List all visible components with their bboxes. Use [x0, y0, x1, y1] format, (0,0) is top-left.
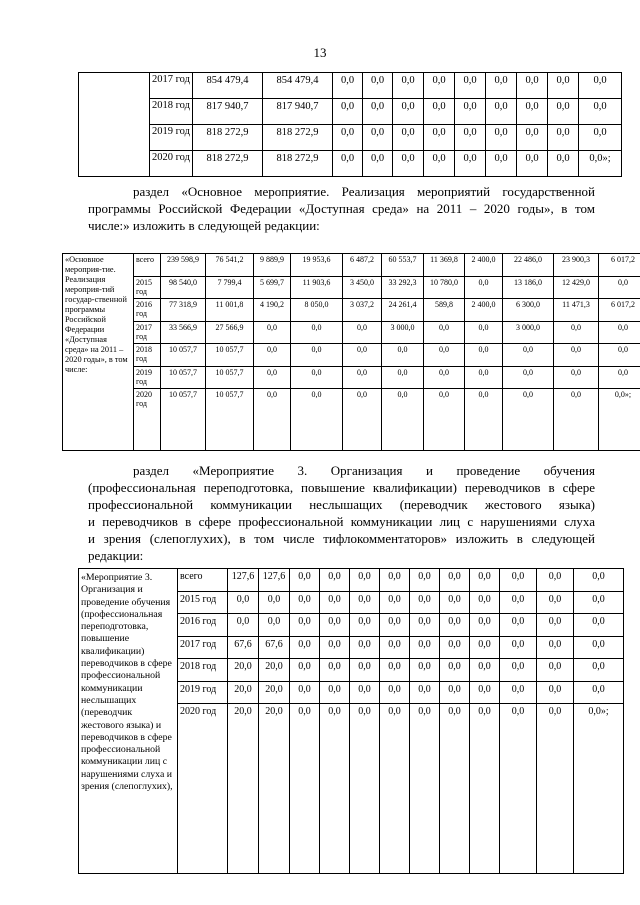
value-cell: 10 057,7	[206, 344, 254, 367]
year-cell: 2018 год	[134, 344, 161, 367]
value-cell: 12 429,0	[554, 276, 599, 299]
value-cell: 0,0	[537, 614, 574, 637]
value-cell: 0,0»;	[599, 389, 640, 451]
table-row	[63, 389, 640, 451]
value-cell: 0,0	[320, 681, 350, 704]
value-cell: 3 000,0	[382, 321, 424, 344]
value-cell: 0,0	[382, 366, 424, 389]
value-cell: 10 057,7	[161, 389, 206, 451]
value-cell: 0,0	[537, 636, 574, 659]
year-cell: всего	[134, 254, 161, 277]
value-cell: 0,0	[500, 591, 537, 614]
table-row	[79, 151, 622, 177]
value-cell: 0,0	[290, 569, 320, 592]
value-cell: 0,0	[380, 614, 410, 637]
value-cell: 0,0	[254, 389, 291, 451]
value-cell: 0,0	[537, 591, 574, 614]
value-cell: 0,0	[350, 659, 380, 682]
amendment-paragraph-1	[88, 183, 595, 234]
value-cell: 0,0	[554, 366, 599, 389]
value-cell: 0,0	[350, 704, 380, 874]
year-cell: 2019 год	[134, 366, 161, 389]
value-cell: 0,0	[470, 569, 500, 592]
value-cell: 10 057,7	[161, 366, 206, 389]
value-cell: 0,0	[470, 591, 500, 614]
paragraph-line: профессиональной коммуникации неслышащих (переводчик жестового языка)	[88, 497, 595, 512]
table-row	[63, 366, 640, 389]
value-cell: 0,0	[320, 636, 350, 659]
value-cell: 6 017,2	[599, 299, 640, 322]
value-cell: 60 553,7	[382, 254, 424, 277]
value-cell: 7 799,4	[206, 276, 254, 299]
value-cell: 854 479,4	[193, 73, 263, 99]
value-cell: 2 400,0	[465, 254, 503, 277]
value-cell: 0,0	[537, 704, 574, 874]
value-cell: 0,0	[290, 614, 320, 637]
year-cell: 2016 год	[178, 614, 228, 637]
year-cell: 2017 год	[134, 321, 161, 344]
value-cell: 0,0	[554, 321, 599, 344]
value-cell: 0,0	[440, 614, 470, 637]
value-cell: 2 400,0	[465, 299, 503, 322]
value-cell: 0,0	[380, 569, 410, 592]
value-cell: 0,0	[363, 99, 393, 125]
value-cell: 0,0»;	[574, 704, 624, 874]
value-cell: 127,6	[228, 569, 259, 592]
value-cell: 0,0	[537, 569, 574, 592]
table-row	[63, 344, 640, 367]
paragraph-line: программы Российской Федерации «Доступная среда» на 2011 – 2020 годы», в том	[88, 201, 595, 216]
value-cell: 0,0	[254, 344, 291, 367]
value-cell: 0,0	[574, 636, 624, 659]
value-cell: 3 000,0	[503, 321, 554, 344]
value-cell: 0,0	[424, 99, 455, 125]
value-cell: 0,0	[517, 99, 548, 125]
value-cell: 0,0	[424, 344, 465, 367]
year-cell: 2020 год	[150, 151, 193, 177]
value-cell: 817 940,7	[263, 99, 333, 125]
value-cell: 0,0	[350, 636, 380, 659]
value-cell: 0,0	[410, 614, 440, 637]
value-cell: 127,6	[259, 569, 290, 592]
value-cell: 0,0	[410, 659, 440, 682]
value-cell: 10 780,0	[424, 276, 465, 299]
value-cell: 20,0	[259, 659, 290, 682]
value-cell: 239 598,9	[161, 254, 206, 277]
value-cell: 818 272,9	[193, 151, 263, 177]
activity-label-cell: «Мероприятие 3. Организация и проведение обучения (профессиональная переподготовка, повышение квалификации) переводчиков в сфере профессиональной коммуникации неслышащих (переводчик жестового языка) и переводчиков в сфере профессиональной коммуникации лиц с нарушениями слуха и зрения (слепоглухих),	[79, 569, 178, 874]
value-cell: 0,0	[393, 151, 424, 177]
value-cell: 67,6	[228, 636, 259, 659]
value-cell: 0,0	[440, 681, 470, 704]
value-cell: 0,0	[259, 591, 290, 614]
value-cell: 0,0	[440, 569, 470, 592]
value-cell: 0,0	[465, 344, 503, 367]
value-cell: 0,0	[500, 681, 537, 704]
value-cell: 20,0	[228, 704, 259, 874]
value-cell: 0,0	[465, 276, 503, 299]
value-cell: 0,0	[320, 591, 350, 614]
value-cell: 0,0	[333, 151, 363, 177]
value-cell: 0,0	[382, 344, 424, 367]
value-cell: 13 186,0	[503, 276, 554, 299]
value-cell: 0,0	[500, 704, 537, 874]
value-cell: 589,8	[424, 299, 465, 322]
value-cell: 0,0	[290, 591, 320, 614]
value-cell: 20,0	[228, 681, 259, 704]
value-cell: 0,0	[380, 636, 410, 659]
value-cell: 0,0	[554, 389, 599, 451]
value-cell: 0,0	[579, 99, 622, 125]
value-cell: 0,0	[517, 73, 548, 99]
value-cell: 22 486,0	[503, 254, 554, 277]
value-cell: 0,0	[363, 125, 393, 151]
value-cell: 0,0	[333, 73, 363, 99]
value-cell: 33 566,9	[161, 321, 206, 344]
value-cell: 0,0	[320, 569, 350, 592]
value-cell: 0,0	[333, 125, 363, 151]
value-cell: 0,0	[290, 659, 320, 682]
value-cell: 0,0	[291, 344, 343, 367]
value-cell: 0,0	[517, 151, 548, 177]
empty-label-cell	[79, 73, 150, 177]
value-cell: 0,0	[574, 681, 624, 704]
table-row	[63, 321, 640, 344]
main-activity-table	[62, 253, 640, 451]
value-cell: 0,0	[465, 321, 503, 344]
value-cell: 6 487,2	[343, 254, 382, 277]
activity-label-cell: «Основное мероприя-тие. Реализация мероприя-тий государ-ственной программы Российской Федерации «Доступная среда» на 2011 – 2020 годы», в том числе:	[63, 254, 134, 451]
value-cell: 0,0	[579, 73, 622, 99]
value-cell: 0,0	[455, 125, 486, 151]
value-cell: 0,0	[599, 366, 640, 389]
value-cell: 0,0	[470, 659, 500, 682]
value-cell: 0,0	[440, 704, 470, 874]
table-row	[63, 299, 640, 322]
value-cell: 818 272,9	[193, 125, 263, 151]
value-cell: 0,0	[500, 659, 537, 682]
value-cell: 19 953,6	[291, 254, 343, 277]
value-cell: 0,0	[503, 366, 554, 389]
value-cell: 0,0	[440, 659, 470, 682]
year-cell: 2020 год	[178, 704, 228, 874]
value-cell: 0,0	[410, 569, 440, 592]
year-cell: 2015 год	[134, 276, 161, 299]
value-cell: 0,0	[440, 591, 470, 614]
value-cell: 23 900,3	[554, 254, 599, 277]
value-cell: 0,0	[410, 681, 440, 704]
value-cell: 818 272,9	[263, 151, 333, 177]
value-cell: 0,0	[343, 344, 382, 367]
value-cell: 0,0	[574, 569, 624, 592]
value-cell: 0,0	[465, 389, 503, 451]
value-cell: 0,0	[254, 366, 291, 389]
value-cell: 0,0	[500, 636, 537, 659]
value-cell: 0,0	[343, 366, 382, 389]
value-cell: 0,0	[517, 125, 548, 151]
value-cell: 6 017,2	[599, 254, 640, 277]
value-cell: 0,0	[382, 389, 424, 451]
value-cell: 0,0	[380, 704, 410, 874]
value-cell: 0,0»;	[579, 151, 622, 177]
value-cell: 0,0	[350, 681, 380, 704]
paragraph-line: раздел «Мероприятие 3. Организация и проведение обучения	[133, 463, 595, 478]
table-row	[79, 99, 622, 125]
table-row	[63, 276, 640, 299]
value-cell: 0,0	[393, 125, 424, 151]
value-cell: 27 566,9	[206, 321, 254, 344]
value-cell: 0,0	[228, 614, 259, 637]
value-cell: 0,0	[503, 344, 554, 367]
value-cell: 0,0	[574, 591, 624, 614]
value-cell: 0,0	[599, 344, 640, 367]
value-cell: 4 190,2	[254, 299, 291, 322]
year-cell: 2016 год	[134, 299, 161, 322]
value-cell: 0,0	[503, 389, 554, 451]
value-cell: 24 261,4	[382, 299, 424, 322]
table-row	[63, 254, 640, 277]
value-cell: 67,6	[259, 636, 290, 659]
value-cell: 20,0	[228, 659, 259, 682]
value-cell: 20,0	[259, 704, 290, 874]
year-cell: 2018 год	[178, 659, 228, 682]
value-cell: 0,0	[599, 321, 640, 344]
paragraph-line: раздел «Основное мероприятие. Реализация мероприятий государственной	[133, 184, 595, 199]
paragraph-line: и зрения (слепоглухих), в том числе тифлокомментаторов» изложить в следующей	[88, 531, 595, 546]
value-cell: 0,0	[333, 99, 363, 125]
paragraph-line: числе:» изложить в следующей редакции:	[88, 218, 320, 233]
value-cell: 0,0	[424, 321, 465, 344]
value-cell: 0,0	[380, 591, 410, 614]
value-cell: 0,0	[455, 151, 486, 177]
value-cell: 0,0	[574, 659, 624, 682]
value-cell: 11 903,6	[291, 276, 343, 299]
value-cell: 5 699,7	[254, 276, 291, 299]
value-cell: 98 540,0	[161, 276, 206, 299]
value-cell: 0,0	[465, 366, 503, 389]
value-cell: 0,0	[259, 614, 290, 637]
value-cell: 0,0	[228, 591, 259, 614]
value-cell: 0,0	[291, 321, 343, 344]
year-cell: 2019 год	[150, 125, 193, 151]
year-cell: 2015 год	[178, 591, 228, 614]
value-cell: 0,0	[320, 614, 350, 637]
value-cell: 0,0	[548, 73, 579, 99]
year-cell: 2020 год	[134, 389, 161, 451]
value-cell: 0,0	[290, 704, 320, 874]
value-cell: 9 889,9	[254, 254, 291, 277]
value-cell: 0,0	[320, 659, 350, 682]
value-cell: 0,0	[554, 344, 599, 367]
value-cell: 0,0	[350, 569, 380, 592]
value-cell: 0,0	[486, 99, 517, 125]
value-cell: 0,0	[486, 73, 517, 99]
year-cell: всего	[178, 569, 228, 592]
value-cell: 0,0	[363, 73, 393, 99]
paragraph-line: редакции:	[88, 548, 144, 563]
value-cell: 0,0	[424, 73, 455, 99]
value-cell: 817 940,7	[193, 99, 263, 125]
value-cell: 0,0	[290, 636, 320, 659]
value-cell: 0,0	[424, 366, 465, 389]
value-cell: 10 057,7	[206, 366, 254, 389]
value-cell: 0,0	[470, 636, 500, 659]
value-cell: 0,0	[486, 125, 517, 151]
table-row	[79, 569, 624, 592]
value-cell: 0,0	[470, 614, 500, 637]
value-cell: 33 292,3	[382, 276, 424, 299]
value-cell: 0,0	[291, 366, 343, 389]
value-cell: 0,0	[320, 704, 350, 874]
value-cell: 11 369,8	[424, 254, 465, 277]
budget-table-continuation	[78, 72, 622, 177]
paragraph-line: (профессиональная переподготовка, повышение квалификации) переводчиков в сфере	[88, 480, 595, 495]
value-cell: 0,0	[599, 276, 640, 299]
table-row	[79, 125, 622, 151]
value-cell: 0,0	[548, 151, 579, 177]
value-cell: 0,0	[393, 73, 424, 99]
value-cell: 0,0	[440, 636, 470, 659]
value-cell: 0,0	[548, 99, 579, 125]
value-cell: 0,0	[410, 591, 440, 614]
value-cell: 10 057,7	[206, 389, 254, 451]
amendment-paragraph-2	[88, 462, 595, 564]
value-cell: 0,0	[343, 321, 382, 344]
activity-3-table	[78, 568, 624, 874]
value-cell: 0,0	[455, 99, 486, 125]
value-cell: 3 450,0	[343, 276, 382, 299]
value-cell: 0,0	[455, 73, 486, 99]
value-cell: 77 318,9	[161, 299, 206, 322]
value-cell: 11 001,8	[206, 299, 254, 322]
value-cell: 854 479,4	[263, 73, 333, 99]
value-cell: 0,0	[350, 614, 380, 637]
value-cell: 3 037,2	[343, 299, 382, 322]
value-cell: 0,0	[291, 389, 343, 451]
value-cell: 6 300,0	[503, 299, 554, 322]
value-cell: 20,0	[259, 681, 290, 704]
value-cell: 0,0	[380, 659, 410, 682]
value-cell: 0,0	[393, 99, 424, 125]
value-cell: 0,0	[500, 614, 537, 637]
value-cell: 0,0	[350, 591, 380, 614]
value-cell: 0,0	[424, 151, 455, 177]
year-cell: 2017 год	[150, 73, 193, 99]
value-cell: 0,0	[363, 151, 393, 177]
page-number: 13	[313, 45, 327, 60]
value-cell: 0,0	[470, 704, 500, 874]
value-cell: 0,0	[574, 614, 624, 637]
value-cell: 0,0	[470, 681, 500, 704]
value-cell: 0,0	[424, 389, 465, 451]
year-cell: 2018 год	[150, 99, 193, 125]
table-row	[79, 73, 622, 99]
value-cell: 0,0	[537, 659, 574, 682]
year-cell: 2019 год	[178, 681, 228, 704]
value-cell: 0,0	[410, 704, 440, 874]
value-cell: 0,0	[254, 321, 291, 344]
value-cell: 818 272,9	[263, 125, 333, 151]
value-cell: 0,0	[486, 151, 517, 177]
value-cell: 10 057,7	[161, 344, 206, 367]
value-cell: 0,0	[537, 681, 574, 704]
value-cell: 0,0	[410, 636, 440, 659]
value-cell: 0,0	[290, 681, 320, 704]
value-cell: 76 541,2	[206, 254, 254, 277]
value-cell: 0,0	[548, 125, 579, 151]
value-cell: 8 050,0	[291, 299, 343, 322]
value-cell: 0,0	[424, 125, 455, 151]
year-cell: 2017 год	[178, 636, 228, 659]
value-cell: 0,0	[500, 569, 537, 592]
paragraph-line: и переводчиков в сфере профессиональной коммуникации лиц с нарушениями слуха	[88, 514, 595, 529]
value-cell: 11 471,3	[554, 299, 599, 322]
value-cell: 0,0	[380, 681, 410, 704]
value-cell: 0,0	[579, 125, 622, 151]
value-cell: 0,0	[343, 389, 382, 451]
